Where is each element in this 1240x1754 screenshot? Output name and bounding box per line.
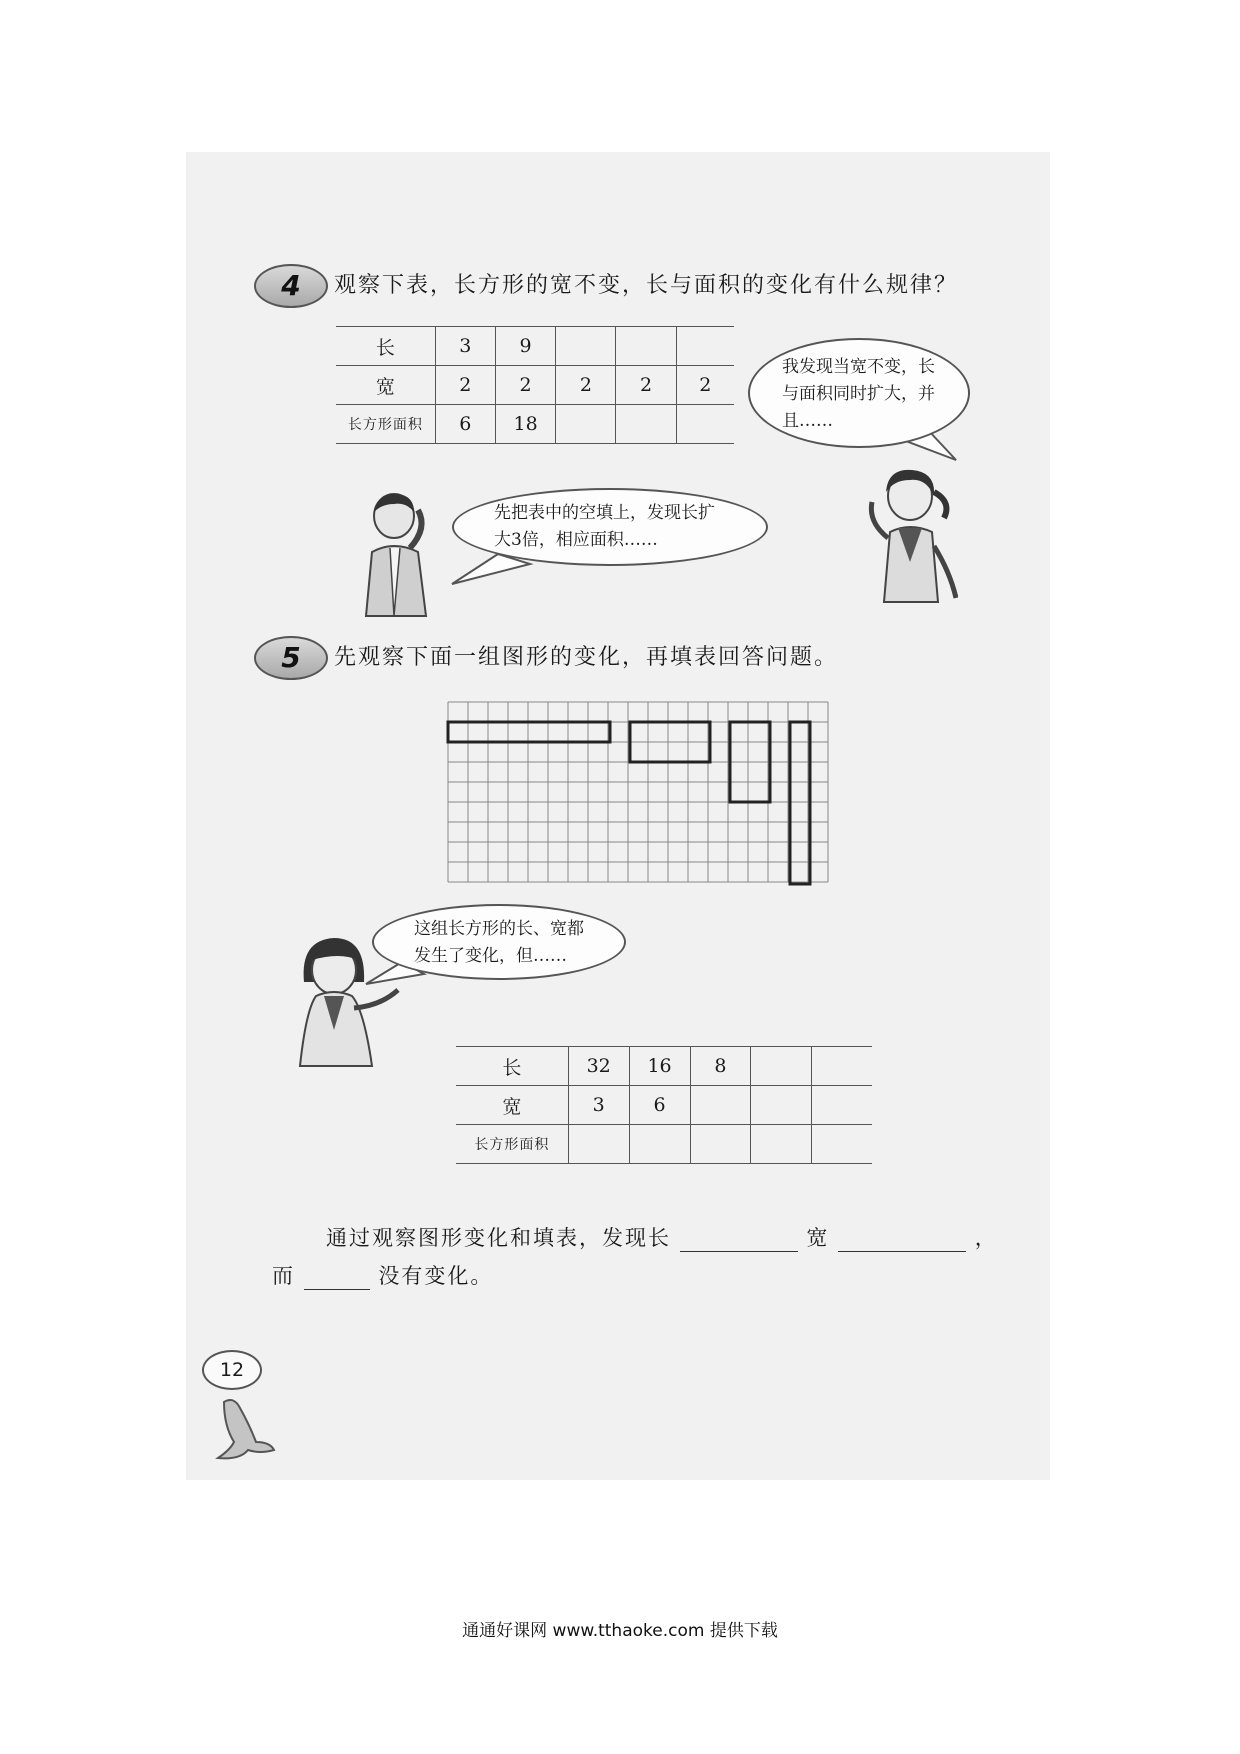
row-label: 宽	[456, 1086, 568, 1125]
table-cell[interactable]	[751, 1125, 812, 1164]
girl-illustration	[858, 462, 958, 606]
table-cell[interactable]	[616, 327, 676, 366]
boy-illustration	[356, 488, 442, 618]
table-cell[interactable]	[629, 1125, 690, 1164]
page-number-badge	[202, 1350, 262, 1390]
problem-4-badge	[254, 264, 328, 308]
speech-line: 大3倍，相应面积……	[494, 530, 658, 550]
table-row	[336, 405, 734, 444]
conclusion-line-1	[326, 1222, 998, 1252]
table-cell[interactable]	[616, 405, 676, 444]
problem-5-question: 先观察下面一组图形的变化，再填表回答问题。	[334, 645, 839, 670]
table-cell: 18	[495, 405, 555, 444]
rectangle-32x3	[448, 722, 610, 742]
conclusion-text: 通过观察图形变化和填表，发现长	[326, 1226, 671, 1250]
problem-5-number: 5	[281, 641, 301, 674]
table-cell[interactable]	[676, 405, 734, 444]
row-label: 长方形面积	[456, 1125, 568, 1164]
problem-4-number: 4	[281, 269, 301, 302]
table-cell[interactable]	[751, 1086, 812, 1125]
speech-line: 发生了变化，但……	[414, 946, 567, 966]
table-row	[456, 1125, 872, 1164]
table-cell[interactable]	[568, 1125, 629, 1164]
table-cell: 3	[568, 1086, 629, 1125]
answer-blank-length[interactable]	[680, 1229, 798, 1252]
row-label: 长	[456, 1047, 568, 1086]
table-cell: 32	[568, 1047, 629, 1086]
table-cell[interactable]	[690, 1086, 751, 1125]
row-label: 长方形面积	[336, 405, 435, 444]
table-cell: 16	[629, 1047, 690, 1086]
table-cell: 2	[676, 366, 734, 405]
table-cell[interactable]	[812, 1047, 872, 1086]
table-row	[336, 327, 734, 366]
girl2-illustration	[290, 930, 420, 1070]
table-cell[interactable]	[676, 327, 734, 366]
table-cell: 2	[556, 366, 616, 405]
table-cell: 6	[435, 405, 495, 444]
table-row	[336, 366, 734, 405]
page-number: 12	[219, 1359, 245, 1381]
rectangle-4x24	[790, 722, 810, 884]
problem-5-badge	[254, 636, 328, 680]
speech-line: 我发现当宽不变，长	[782, 357, 935, 377]
table-cell[interactable]	[751, 1047, 812, 1086]
table-cell: 2	[435, 366, 495, 405]
table-cell[interactable]	[812, 1086, 872, 1125]
answer-blank-width[interactable]	[838, 1229, 966, 1252]
table-cell: 2	[616, 366, 676, 405]
conclusion-text: 宽	[806, 1226, 830, 1250]
table-cell[interactable]	[812, 1125, 872, 1164]
table-cell[interactable]	[690, 1125, 751, 1164]
conclusion-text: 而	[272, 1264, 295, 1288]
speech-line: 与面积同时扩大，并	[782, 384, 935, 404]
table-cell[interactable]	[556, 327, 616, 366]
table-row	[456, 1086, 872, 1125]
girl-speech-bubble	[748, 338, 970, 448]
problem-5-table	[456, 1046, 872, 1164]
problem-4-question: 观察下表，长方形的宽不变，长与面积的变化有什么规律？	[334, 273, 959, 298]
table-cell[interactable]	[556, 405, 616, 444]
speech-line: 且……	[782, 411, 833, 431]
answer-blank-unchanged[interactable]	[304, 1267, 370, 1290]
table-cell: 2	[495, 366, 555, 405]
table-cell: 8	[690, 1047, 751, 1086]
table-cell: 9	[495, 327, 555, 366]
speech-line: 这组长方形的长、宽都	[414, 919, 584, 939]
boy-speech-bubble	[452, 488, 768, 566]
table-cell: 6	[629, 1086, 690, 1125]
conclusion-text: ，	[974, 1226, 998, 1250]
row-label: 长	[336, 327, 435, 366]
conclusion-text: 没有变化。	[378, 1264, 494, 1288]
row-label: 宽	[336, 366, 435, 405]
table-cell: 3	[435, 327, 495, 366]
table-row	[456, 1047, 872, 1086]
footer-credit: 通通好课网 www.tthaoke.com 提供下载	[462, 1621, 778, 1641]
speech-line: 先把表中的空填上，发现长扩	[494, 503, 715, 523]
problem-4-table	[336, 326, 734, 444]
grid-figure	[446, 700, 838, 890]
conclusion-line-2	[272, 1260, 493, 1290]
